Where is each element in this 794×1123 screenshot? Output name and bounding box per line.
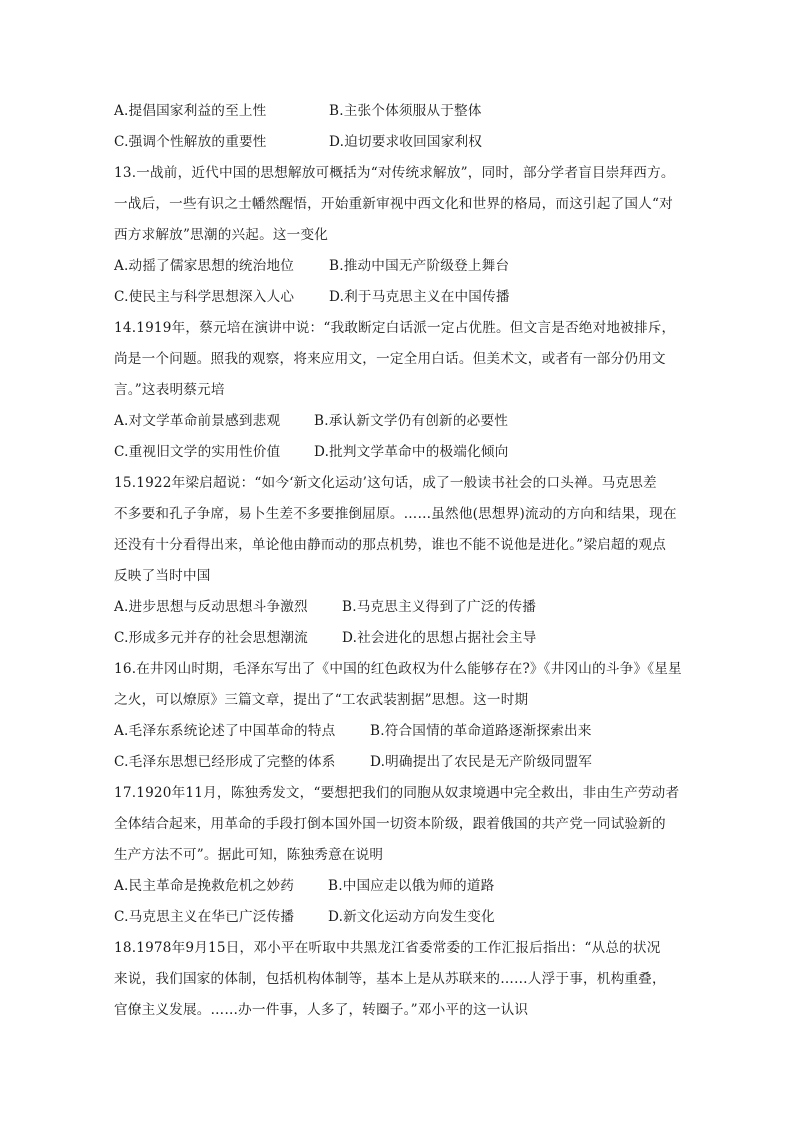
options-row — [114, 902, 694, 933]
question-stem-line: 一战后，一些有识之士幡然醒悟，开始重新审视中西文化和世界的格局，而这引起了国人“对 — [114, 196, 673, 212]
option-d: D.利于马克思主义在中国传播 — [329, 289, 510, 305]
option-d: D.批判文学革命中的极端化倾向 — [314, 444, 509, 460]
option-a: A.进步思想与反动思想斗争激烈 — [114, 599, 308, 615]
options-row — [114, 437, 694, 468]
question-12 — [114, 96, 694, 158]
options-row — [114, 406, 694, 437]
option-c: C.重视旧文学的实用性价值 — [114, 444, 281, 460]
question-18 — [114, 933, 694, 1026]
question-stem-line: 17.1920年11月，陈独秀发文，“要想把我们的同胞从奴隶境遇中完全救出，非由生产劳动者 — [114, 785, 680, 801]
question-16 — [114, 654, 694, 778]
question-stem-line: 尚是一个问题。照我的观察，将来应用文，一定全用白话。但美术文，或者有一部分仍用文 — [114, 351, 666, 367]
option-a: A.对文学革命前景感到悲观 — [114, 413, 281, 429]
option-c: C.强调个性解放的重要性 — [114, 134, 267, 150]
question-stem-line: 官僚主义发展。……办一件事，人多了，转圈子。”邓小平的这一认识 — [114, 1002, 529, 1018]
options-row — [114, 127, 694, 158]
options-row — [114, 747, 694, 778]
question-stem-line: 全体结合起来，用革命的手段打倒本国外国一切资本阶级，跟着俄国的共产党一同试验新的 — [114, 816, 666, 832]
options-row — [114, 96, 694, 127]
question-stem-line: 18.1978年9月15日，邓小平在听取中共黑龙江省委常委的工作汇报后指出：“从总的状况 — [114, 940, 661, 956]
question-stem-line: 16.在井冈山时期，毛泽东写出了《中国的红色政权为什么能够存在?》《井冈山的斗争》《星星 — [114, 661, 682, 677]
option-a: A.提倡国家利益的至上性 — [114, 103, 267, 119]
option-c: C.马克思主义在华已广泛传播 — [114, 909, 295, 925]
option-d: D.新文化运动方向发生变化 — [328, 909, 495, 925]
question-stem-line: 反映了当时中国 — [114, 568, 211, 584]
question-stem-line: 13.一战前，近代中国的思想解放可概括为“对传统求解放”，同时，部分学者盲目崇拜西方。 — [114, 165, 675, 181]
question-stem-line: 西方求解放”思潮的兴起。这一变化 — [114, 227, 329, 243]
option-d: D.社会进化的思想占据社会主导 — [342, 630, 537, 646]
option-a: A.动摇了儒家思想的统治地位 — [114, 258, 295, 274]
option-c: C.使民主与科学思想深入人心 — [114, 289, 295, 305]
question-stem-line: 言。”这表明蔡元培 — [114, 382, 225, 398]
question-stem-line: 15.1922年梁启超说：“如今‘新文化运动’这句话，成了一般读书社会的口头禅。马克思差 — [114, 475, 657, 491]
options-row — [114, 592, 694, 623]
option-c: C.形成多元并存的社会思想潮流 — [114, 630, 308, 646]
option-d: D.明确提出了农民是无产阶级同盟军 — [370, 754, 593, 770]
question-stem-line: 来说，我们国家的体制，包括机构体制等，基本上是从苏联来的……人浮于事，机构重叠， — [114, 971, 666, 987]
question-stem-line: 之火，可以燎原》三篇文章，提出了“工农武装割据”思想。这一时期 — [114, 692, 529, 708]
options-row — [114, 623, 694, 654]
exam-page — [114, 96, 694, 1026]
option-b: B.推动中国无产阶级登上舞台 — [329, 258, 510, 274]
question-stem-line: 生产方法不可”。据此可知，陈独秀意在说明 — [114, 847, 384, 863]
question-14 — [114, 313, 694, 468]
question-stem-line: 14.1919年，蔡元培在演讲中说：“我敢断定白话派一定占优胜。但文言是否绝对地被排斥， — [114, 320, 676, 336]
options-row — [114, 251, 694, 282]
option-b: B.符合国情的革命道路逐渐探索出来 — [370, 723, 592, 739]
options-row — [114, 871, 694, 902]
question-stem-line: 还没有十分看得出来，单论他由静而动的那点机势，谁也不能不说他是进化。”梁启超的观点 — [114, 537, 667, 553]
option-a: A.民主革命是挽救危机之妙药 — [114, 878, 295, 894]
option-a: A.毛泽东系统论述了中国革命的特点 — [114, 723, 336, 739]
question-15 — [114, 468, 694, 654]
option-b: B.中国应走以俄为师的道路 — [328, 878, 495, 894]
question-stem-line: 不多要和孔子争席，易卜生差不多要推倒屈原。……虽然他(思想界)流动的方向和结果，现在 — [114, 506, 677, 522]
option-d: D.迫切要求收回国家利权 — [329, 134, 483, 150]
options-row — [114, 282, 694, 313]
option-b: B.主张个体须服从于整体 — [329, 103, 482, 119]
option-b: B.马克思主义得到了广泛的传播 — [342, 599, 537, 615]
question-17 — [114, 778, 694, 933]
question-13 — [114, 158, 694, 313]
option-b: B.承认新文学仍有创新的必要性 — [314, 413, 509, 429]
option-c: C.毛泽东思想已经形成了完整的体系 — [114, 754, 336, 770]
options-row — [114, 716, 694, 747]
